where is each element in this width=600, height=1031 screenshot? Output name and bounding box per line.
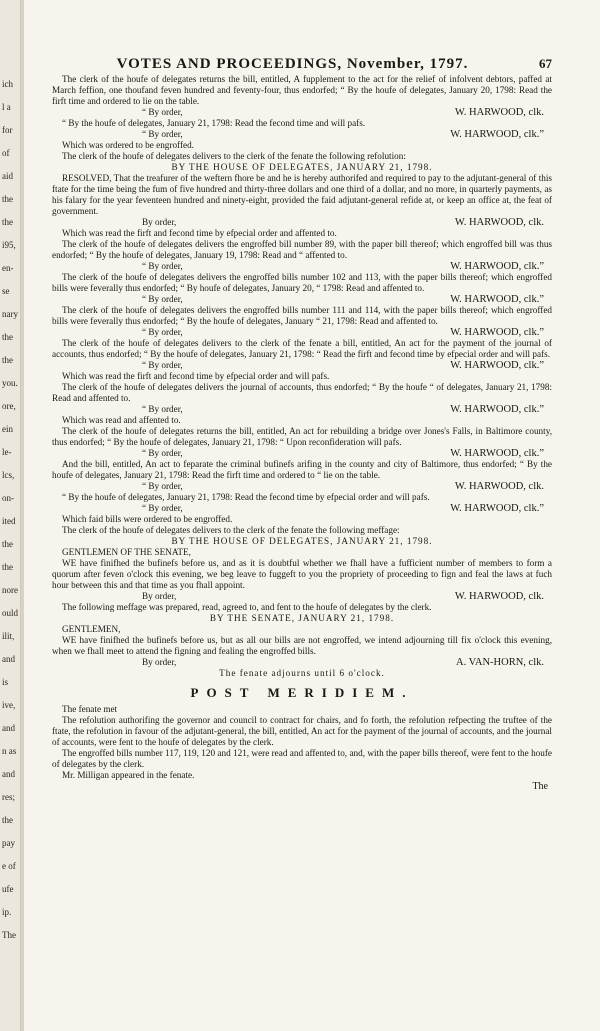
- by-order-text: “ By order,: [142, 129, 183, 139]
- signature-line: [52, 261, 552, 272]
- page-binding-shadow: [21, 0, 24, 1031]
- clerk-signature: A. VAN-HORN, clk.: [456, 657, 544, 668]
- paragraph: WE have finifhed the bufinefs before us, but as all our bills are not engroffed, we intend adjourning till fix o'clock this evening, when we fhall meet to attend the figning and fealing the engroffed bills.: [52, 635, 552, 656]
- by-order-text: “ By order,: [142, 327, 183, 337]
- gutter-fragment: aid: [2, 171, 13, 181]
- signature-line: [52, 503, 552, 514]
- by-order-text: By order,: [142, 657, 177, 667]
- clerk-signature: W. HARWOOD, clk.: [454, 217, 544, 228]
- gutter-fragment: en-: [2, 263, 14, 273]
- clerk-signature: W. HARWOOD, clk.”: [450, 129, 544, 140]
- by-order-text: “ By order,: [142, 360, 183, 370]
- gutter-fragment: ive,: [2, 700, 16, 710]
- by-order-text: “ By order,: [142, 404, 183, 414]
- paragraph: The clerk of the houfe of delegates delivers the engroffed bills number 102 and 113, with the paper bills thereof; which engroffed bills were feverally thus endorfed; “ By houfe of delegates, January 20, “ 1798: Read and affented to.: [52, 272, 552, 293]
- gutter-fragment: ufe: [2, 884, 14, 894]
- paragraph: Which was read the firft and fecond time by efpecial order and will pafs.: [62, 371, 330, 381]
- section-heading: BY THE SENATE, JANUARY 21, 1798.: [209, 613, 395, 623]
- paragraph: “ By the houfe of delegates, January 21, 1798: Read the fecond time by efpecial order and will pafs.: [62, 492, 430, 502]
- gutter-fragment: on-: [2, 493, 14, 503]
- clerk-signature: W. HARWOOD, clk.”: [450, 503, 544, 514]
- section-heading: BY THE HOUSE OF DELEGATES, JANUARY 21, 1798.: [171, 536, 433, 546]
- clerk-signature: W. HARWOOD, clk.”: [450, 448, 544, 459]
- by-order-text: By order,: [142, 217, 177, 227]
- by-order-text: “ By order,: [142, 503, 183, 513]
- signature-line: [52, 360, 552, 371]
- gutter-fragment: ore,: [2, 401, 16, 411]
- gutter-fragment: pay: [2, 838, 15, 848]
- clerk-signature: W. HARWOOD, clk.”: [450, 261, 544, 272]
- clerk-signature: W. HARWOOD, clk.”: [450, 404, 544, 415]
- paragraph: RESOLVED, That the treafurer of the weftern fhore be and he is hereby authorifed and required to pay to the adjutant-general of this ftate for the time being the fum of five hundred and thirty-three dollars and one third of a dollar, and no more, in quarterly payments, as his falary for the year feventeen hundred and ninety-eight, provided the faid adjutant-general refide at, or keep an office at, the feat of government.: [52, 173, 552, 216]
- page-header: [52, 58, 552, 70]
- by-order-text: “ By order,: [142, 107, 183, 117]
- gutter-fragment: ited: [2, 516, 16, 526]
- paragraph: GENTLEMEN,: [62, 624, 121, 634]
- gutter-fragment: nary: [2, 309, 18, 319]
- page-title: VOTES AND PROCEEDINGS, November, 1797.: [116, 56, 469, 72]
- gutter-fragment: the: [2, 355, 13, 365]
- gutter-fragment: le-: [2, 447, 12, 457]
- signature-line: [52, 591, 552, 602]
- paragraph: The clerk of the houfe of delegates delivers the engroffed bills number 111 and 114, with the paper bills thereof; which engroffed bills were feverally thus endorfed; “ By the houfe of delegates, January “ 21, 1798: Read and affented to.: [52, 305, 552, 326]
- by-order-text: “ By order,: [142, 261, 183, 271]
- paragraph: The clerk of the houfe of delegates delivers to the clerk of the fenate the following meffage:: [62, 525, 400, 535]
- gutter-fragment: res;: [2, 792, 15, 802]
- paragraph: Which was read and affented to.: [62, 415, 181, 425]
- gutter-fragment: you.: [2, 378, 18, 388]
- gutter-fragment: i95,: [2, 240, 16, 250]
- page-number: 67: [539, 56, 552, 71]
- gutter-fragment: the: [2, 815, 13, 825]
- signature-line: [52, 657, 552, 668]
- gutter-fragment: n as: [2, 746, 17, 756]
- signature-line: [52, 327, 552, 338]
- post-meridiem-heading: POST MERIDIEM.: [190, 685, 414, 700]
- catchword: The: [532, 781, 548, 792]
- paragraph: Which was read the firft and fecond time by efpecial order and affented to.: [62, 228, 337, 238]
- gutter-fragment: the: [2, 194, 13, 204]
- gutter-fragment: The: [2, 930, 16, 940]
- document-body: [52, 74, 552, 781]
- gutter-fragment: and: [2, 723, 15, 733]
- gutter-fragment: l a: [2, 102, 11, 112]
- clerk-signature: W. HARWOOD, clk.: [454, 481, 544, 492]
- paragraph: WE have finifhed the bufinefs before us, and as it is doubtful whether we fhall have a fufficient number of members to form a quorum after feven o'clock this evening, we beg leave to fuggeft to you the propriety of proceeding to fign and feal the laws at fuch hour between this and that time as you fhall appoint.: [52, 558, 552, 590]
- gutter-fragment: the: [2, 562, 13, 572]
- paragraph: The engroffed bills number 117, 119, 120 and 121, were read and affented to, and, with the paper bills thereof, were fent to the houfe of delegates by the clerk.: [52, 748, 552, 769]
- gutter-fragment: of: [2, 148, 10, 158]
- paragraph: The refolution authorifing the governor and council to contract for chairs, and fo forth, the refolution refpecting the truftee of the ftate, the refolution in favour of the adjutant-general, the bill, entitled, An act for the payment of the journal of accounts, and the journal of accounts, were fent to the houfe of delegates by the clerk.: [52, 715, 552, 747]
- by-order-text: By order,: [142, 591, 177, 601]
- gutter-fragment: the: [2, 539, 13, 549]
- paragraph: The clerk of the houfe of delegates returns the bill, entitled, An act for rebuilding a bridge over Jones's Falls, in Baltimore county, thus endorfed; “ By the houfe of delegates, January 21, 1798: “ Upon reconfideration will pafs.: [52, 426, 552, 447]
- gutter-fragment: nore: [2, 585, 18, 595]
- by-order-text: “ By order,: [142, 448, 183, 458]
- paragraph: The clerk of the houfe of delegates delivers the journal of accounts, thus endorfed; “ By the houfe “ of delegates, January 21, 1798: Read and affented to.: [52, 382, 552, 403]
- signature-line: [52, 481, 552, 492]
- paragraph: Mr. Milligan appeared in the fenate.: [62, 770, 195, 780]
- gutter-fragment: the: [2, 332, 13, 342]
- clerk-signature: W. HARWOOD, clk.”: [450, 294, 544, 305]
- gutter-fragment: ich: [2, 79, 13, 89]
- paragraph: The clerk of the houfe of delegates delivers the engroffed bill number 89, with the paper bill thereof; which engroffed bill was thus endorfed; “ By the houfe of delegates, January 19, 1798: Read and “ affented to.: [52, 239, 552, 260]
- clerk-signature: W. HARWOOD, clk.”: [450, 327, 544, 338]
- gutter-fragment: e of: [2, 861, 16, 871]
- gutter-fragment: ein: [2, 424, 13, 434]
- gutter-fragment: the: [2, 217, 13, 227]
- gutter-fragment: for: [2, 125, 13, 135]
- by-order-text: “ By order,: [142, 294, 183, 304]
- signature-line: [52, 404, 552, 415]
- by-order-text: “ By order,: [142, 481, 183, 491]
- paragraph: “ By the houfe of delegates, January 21, 1798: Read the fecond time and will pafs.: [62, 118, 366, 128]
- paragraph: Which faid bills were ordered to be engroffed.: [62, 514, 233, 524]
- gutter-fragment: and: [2, 769, 15, 779]
- gutter-fragment: and: [2, 654, 15, 664]
- clerk-signature: W. HARWOOD, clk.: [454, 591, 544, 602]
- gutter-fragment: is: [2, 677, 9, 687]
- gutter-fragment: ip.: [2, 907, 12, 917]
- signature-line: [52, 107, 552, 118]
- paragraph: Which was ordered to be engroffed.: [62, 140, 194, 150]
- paragraph: The clerk of the houfe of delegates returns the bill, entitled, A fupplement to the act for the relief of infolvent debtors, paffed at March feffion, one thoufand feven hundred and feventy-four, thus endorfed; “ By the houfe of delegates, January 20, 1798: Read the firft time and ordered to lie on the table.: [52, 74, 552, 106]
- gutter-fragment: ilit,: [2, 631, 15, 641]
- paragraph: The clerk of the houfe of delegates delivers to the clerk of the fenate the following refolution:: [62, 151, 406, 161]
- signature-line: [52, 448, 552, 459]
- signature-line: [52, 129, 552, 140]
- paragraph: GENTLEMEN OF THE SENATE,: [62, 547, 191, 557]
- paragraph: And the bill, entitled, An act to feparate the criminal bufinefs arifing in the county and city of Baltimore, thus endorfed; “ By the houfe of delegates, January 21, 1798: Read the firft time and ordered to “ lie on the table.: [52, 459, 552, 480]
- gutter-fragment: se: [2, 286, 10, 296]
- document-page: [52, 58, 552, 792]
- gutter-previous-page: [0, 0, 21, 1031]
- clerk-signature: W. HARWOOD, clk.: [454, 107, 544, 118]
- paragraph: The fenate met: [62, 704, 118, 714]
- signature-line: [52, 217, 552, 228]
- gutter-fragment: lcs,: [2, 470, 15, 480]
- clerk-signature: W. HARWOOD, clk.”: [450, 360, 544, 371]
- gutter-fragment: ould: [2, 608, 19, 618]
- paragraph: The following meffage was prepared, read, agreed to, and fent to the houfe of delegates by the clerk.: [62, 602, 432, 612]
- section-heading: The fenate adjourns until 6 o'clock.: [219, 668, 385, 678]
- signature-line: [52, 294, 552, 305]
- paragraph: The clerk of the houfe of delegates delivers to the clerk of the fenate a bill, entitled, An act for the payment of the journal of accounts, thus endorfed; “ By the houfe of delegates, January 21, 1798: “ Read the firft and fecond time by efpecial order and will pafs.: [52, 338, 552, 359]
- section-heading: BY THE HOUSE OF DELEGATES, JANUARY 21, 1798.: [171, 162, 433, 172]
